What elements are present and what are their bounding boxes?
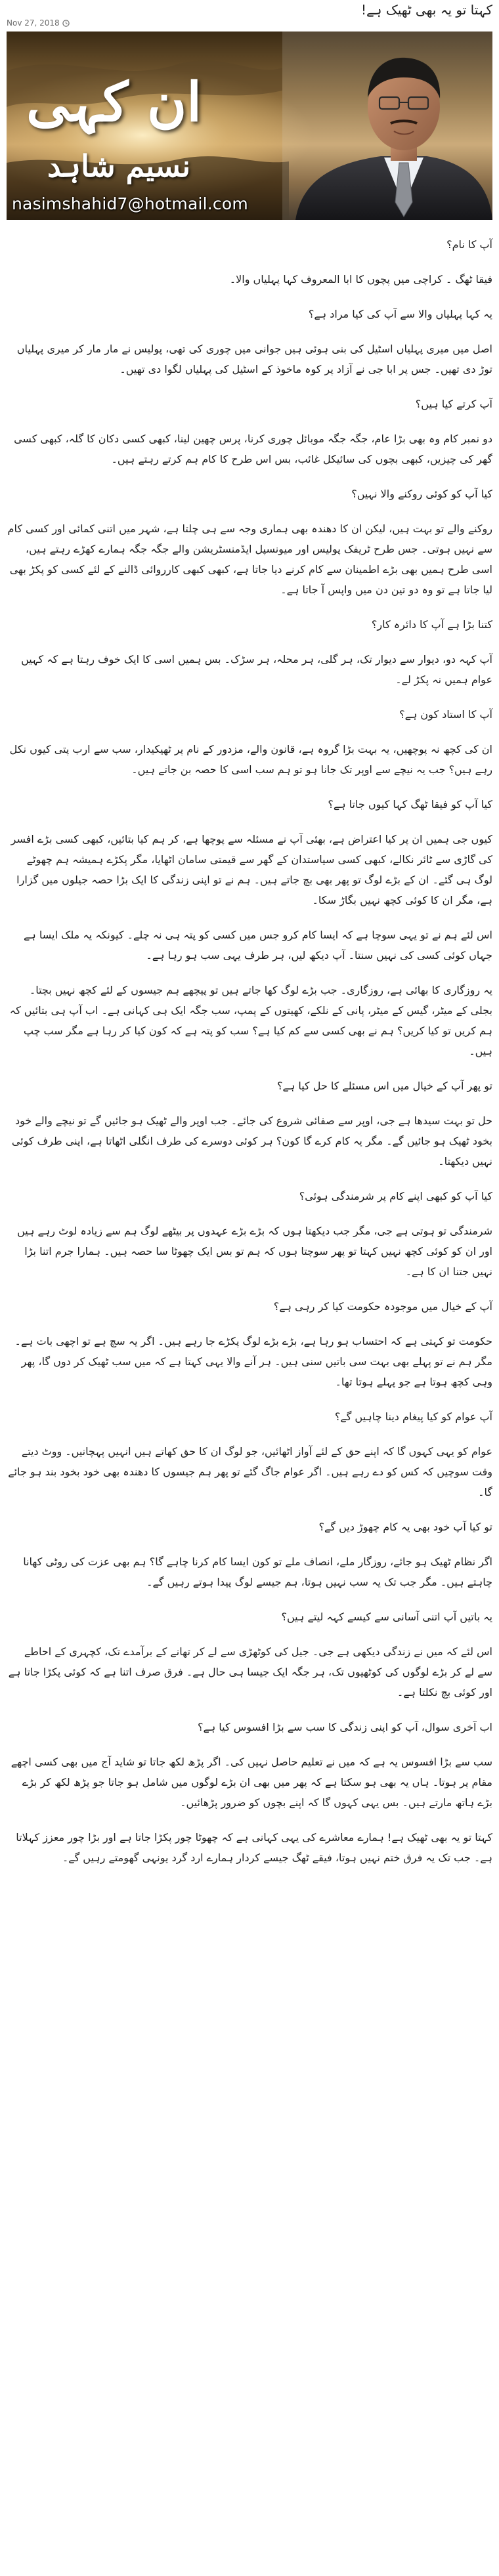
article-paragraph: کہتا تو یہ بھی ٹھیک ہے! ہمارے معاشرے کی یہی کہانی ہے کہ چھوٹا چور پکڑا جاتا ہے اور بڑا چور معزز کہلاتا ہے۔ جب تک یہ فرق ختم نہیں ہوتا، فیقے ٹھگ جیسے کردار ہمارے ارد گرد یونہی گھومتے رہیں گے۔ — [16, 1831, 492, 1864]
article-paragraph: ان کی کچھ نہ پوچھیں، یہ بہت بڑا گروہ ہے، قانون والے، مزدور کے نام پر ٹھیکیدار، سب سے ارب پتی کیوں نکل رہے ہیں؟ جب یہ نیچے سے اوپر تک جانا ہو تو ہم سب اسی کا حصہ بن جاتے ہیں۔ — [9, 743, 492, 776]
article-paragraph: کیا آپ کو فیقا ٹھگ کہا کیوں جاتا ہے؟ — [328, 798, 492, 811]
column-title: ان کہی — [26, 71, 202, 134]
article-paragraph: کیا آپ کو کوئی روکنے والا نہیں؟ — [351, 488, 492, 500]
article-paragraph: شرمندگی تو ہوتی ہے جی، مگر جب دیکھتا ہوں کہ بڑے بڑے عہدوں پر بیٹھے لوگ ہم سے زیادہ لوٹ رہے ہیں اور ان کو کوئی کچھ نہیں کہتا تو پھر سوچتا ہوں کہ ہم تو بس ایک چھوٹا سا حصہ ہیں۔ ہمارا جرم اتنا بڑا نہیں جتنا ان کا ہے۔ — [17, 1225, 492, 1278]
article-paragraph: اس لئے ہم نے تو یہی سوچا ہے کہ ایسا کام کرو جس میں کسی کو پتہ ہی نہ چلے۔ کیونکہ یہ ملک ایسا ہے جہاں کوئی کسی کی نہیں سنتا۔ آپ دیکھ لیں، ہر طرف یہی سب ہو رہا ہے۔ — [24, 929, 492, 961]
article-paragraph: تو کیا آپ خود بھی یہ کام چھوڑ دیں گے؟ — [318, 1521, 492, 1533]
author-email: nasimshahid7@hotmail.com — [12, 194, 248, 213]
article-date: Nov 27, 2018 — [7, 18, 60, 28]
article-paragraph: آپ عوام کو کیا پیغام دینا چاہیں گے؟ — [334, 1410, 492, 1423]
article-paragraph: کتنا بڑا ہے آپ کا دائرہ کار؟ — [371, 618, 492, 631]
article-paragraph: یہ کہا پہلیاں والا سے آپ کی کیا مراد ہے؟ — [308, 308, 492, 320]
article-meta — [7, 18, 492, 28]
article-paragraph: یہ روزگاری کا بھائی ہے، روزگاری۔ جب بڑے لوگ کھا جاتے ہیں تو پیچھے ہم جیسوں کے لئے کچھ نہیں بچتا۔ بجلی کے میٹر، گیس کے میٹر، پانی کے نلکے، کھیتوں کے پمپ، سب جگہ ایک ہی کہانی ہے۔ اب آپ ہی بتائیں کہ ہم کریں تو کیا کریں؟ ہم نے بھی کسی سے کم کیا ہے؟ سب کو پتہ ہے کہ کون کیا کر رہا ہے مگر سب چپ ہیں۔ — [9, 984, 492, 1057]
article-paragraph: سب سے بڑا افسوس یہ ہے کہ میں نے تعلیم حاصل نہیں کی۔ اگر پڑھ لکھ جاتا تو شاید آج میں بھی کسی اچھے مقام پر ہوتا۔ ہاں یہ بھی ہو سکتا ہے کہ پھر میں بھی ان بڑے لوگوں میں شامل ہو جاتا جو پڑھ لکھ کر بڑے بڑے ہاتھ مارتے ہیں۔ بس یہی کہوں گا کہ اپنے بچوں کو ضرور پڑھائیں۔ — [11, 1756, 492, 1809]
article-paragraph: تو پھر آپ کے خیال میں اس مسئلے کا حل کیا ہے؟ — [277, 1080, 492, 1092]
article-paragraph: اصل میں میری پہلیاں اسٹیل کی بنی ہوئی ہیں جوانی میں چوری کی تھی، پولیس نے مار مار کر میری پہلیاں توڑ دی تھیں۔ جس پر ابا جی نے آزاد پر کوہ ماخوذ کے اسٹیل کی پہلیاں لگوا دی تھیں۔ — [16, 343, 492, 375]
article-page — [0, 1, 499, 2576]
article-paragraph: آپ کا نام؟ — [446, 238, 492, 251]
clock-icon — [62, 20, 70, 27]
author-name: نسیم شاہد — [47, 148, 191, 184]
column-banner — [7, 32, 492, 220]
article-paragraph: اس لئے کہ میں نے زندگی دیکھی ہے جی۔ جیل کی کوٹھڑی سے لے کر تھانے کے برآمدے تک، کچہری کے احاطے سے لے کر بڑے لوگوں کی کوٹھیوں تک، ہر جگہ ایک جیسا ہی حال ہے۔ فرق صرف اتنا ہے کہ کوئی پکڑا جاتا ہے اور کوئی بچ نکلتا ہے۔ — [8, 1645, 492, 1699]
article-paragraph: آپ کرتے کیا ہیں؟ — [415, 398, 492, 410]
article-paragraph: عوام کو یہی کہوں گا کہ اپنے حق کے لئے آواز اٹھائیں، جو لوگ ان کا حق کھاتے ہیں انہیں پہچانیں۔ ووٹ دیتے وقت سوچیں کہ کس کو دے رہے ہیں۔ اگر عوام جاگ گئے تو پھر ہم جیسوں کا دھندہ بھی خود بخود بند ہو جائے گا۔ — [8, 1445, 492, 1498]
article-paragraph: کیوں جی ہمیں ان پر کیا اعتراض ہے، بھئی آپ نے مسئلہ سے پوچھا ہے، کر ہم کیا بتائیں، کبھی کسی بڑے افسر کی گاڑی سے ٹائر نکالے، کبھی کسی سیاستدان کے گھر سے قیمتی سامان اٹھایا، مگر پکڑے ہمیشہ ہم چھوٹے لوگ ہی گئے۔ ان کے بڑے لوگ تو پھر بھی بچ جاتے ہیں۔ ہم نے تو اپنی زندگی کا ایک بڑا حصہ جیلوں میں گزارا ہے، مگر ان کا کوئی کچھ نہیں بگاڑ سکا۔ — [11, 833, 492, 906]
article-body — [7, 234, 492, 1868]
article-paragraph: حکومت تو کہتی ہے کہ احتساب ہو رہا ہے، بڑے بڑے لوگ پکڑے جا رہے ہیں۔ اگر یہ سچ ہے تو اچھی بات ہے۔ مگر ہم نے تو پہلے بھی بہت سی باتیں سنی ہیں۔ ہر آنے والا یہی کہتا ہے کہ میں سب ٹھیک کر دوں گا، پھر وہی کچھ ہوتا ہے جو پہلے ہوتا تھا۔ — [14, 1335, 492, 1388]
article-paragraph: آپ کہہ دو، دیوار سے دیوار تک، ہر گلی، ہر محلہ، ہر سڑک۔ بس ہمیں اسی کا ایک خوف رہتا ہے کہ کہیں عوام ہمیں نہ پکڑ لے۔ — [21, 653, 492, 686]
article-paragraph: آپ کا استاد کون ہے؟ — [399, 708, 492, 721]
article-title: کہتا تو یہ بھی ٹھیک ہے! — [361, 2, 492, 18]
article-paragraph: آپ کے خیال میں موجودہ حکومت کیا کر رہی ہے؟ — [273, 1300, 492, 1313]
article-paragraph: یہ باتیں آپ اتنی آسانی سے کیسے کہہ لیتے ہیں؟ — [281, 1611, 492, 1623]
article-paragraph: حل تو بہت سیدھا ہے جی، اوپر سے صفائی شروع کی جائے۔ جب اوپر والے ٹھیک ہو جائیں گے تو نیچے والے خود بخود ٹھیک ہو جائیں گے۔ مگر یہ کام کرے گا کون؟ ہر کوئی دوسرے کی طرف انگلی اٹھاتا ہے، اپنی طرف کوئی نہیں دیکھتا۔ — [11, 1114, 492, 1168]
article-paragraph: دو نمبر کام وہ بھی بڑا عام، جگہ جگہ موبائل چوری کرنا، پرس چھین لینا، کبھی کسی دکان کا گلہ، کبھی کسی گھر کی چیزیں، کبھی بچوں کی سائیکل غائب، بس اس طرح کا کام ہم کرتے رہتے ہیں۔ — [14, 433, 492, 465]
article-paragraph: اب آخری سوال، آپ کو اپنی زندگی کا سب سے بڑا افسوس کیا ہے؟ — [197, 1721, 492, 1733]
article-paragraph: کیا آپ کو کبھی اپنے کام پر شرمندگی ہوئی؟ — [299, 1190, 492, 1202]
article-paragraph: روکنے والے تو بہت ہیں، لیکن ان کا دھندہ بھی ہماری وجہ سے ہی چلتا ہے، شہر میں اتنی کمائی اور کسی کام سے نہیں ہوتی۔ جس طرح ٹریفک پولیس اور میونسپل ایڈمنسٹریشن والے جگہ جگہ ہمارے کھڑے رہتے ہیں، اسی طرح ہمیں بھی بڑے اطمینان سے کام کرنے دیا جاتا ہے، کبھی کبھی کارروائی ڈالنے کے لئے کسی کو پکڑ بھی لیا جاتا ہے تو وہ دو تین دن میں واپس آ جاتا ہے۔ — [7, 522, 492, 596]
article-paragraph: فیقا ٹھگ ۔ کراچی میں پچوں کا ابا المعروف کہا پہلیاں والا۔ — [229, 273, 492, 285]
article-paragraph: اگر نظام ٹھیک ہو جائے، روزگار ملے، انصاف ملے تو کون ایسا کام کرنا چاہے گا؟ ہم بھی عزت کی روٹی کھانا چاہتے ہیں۔ مگر جب تک یہ سب نہیں ہوتا، ہم جیسے لوگ پیدا ہوتے رہیں گے۔ — [23, 1555, 492, 1588]
